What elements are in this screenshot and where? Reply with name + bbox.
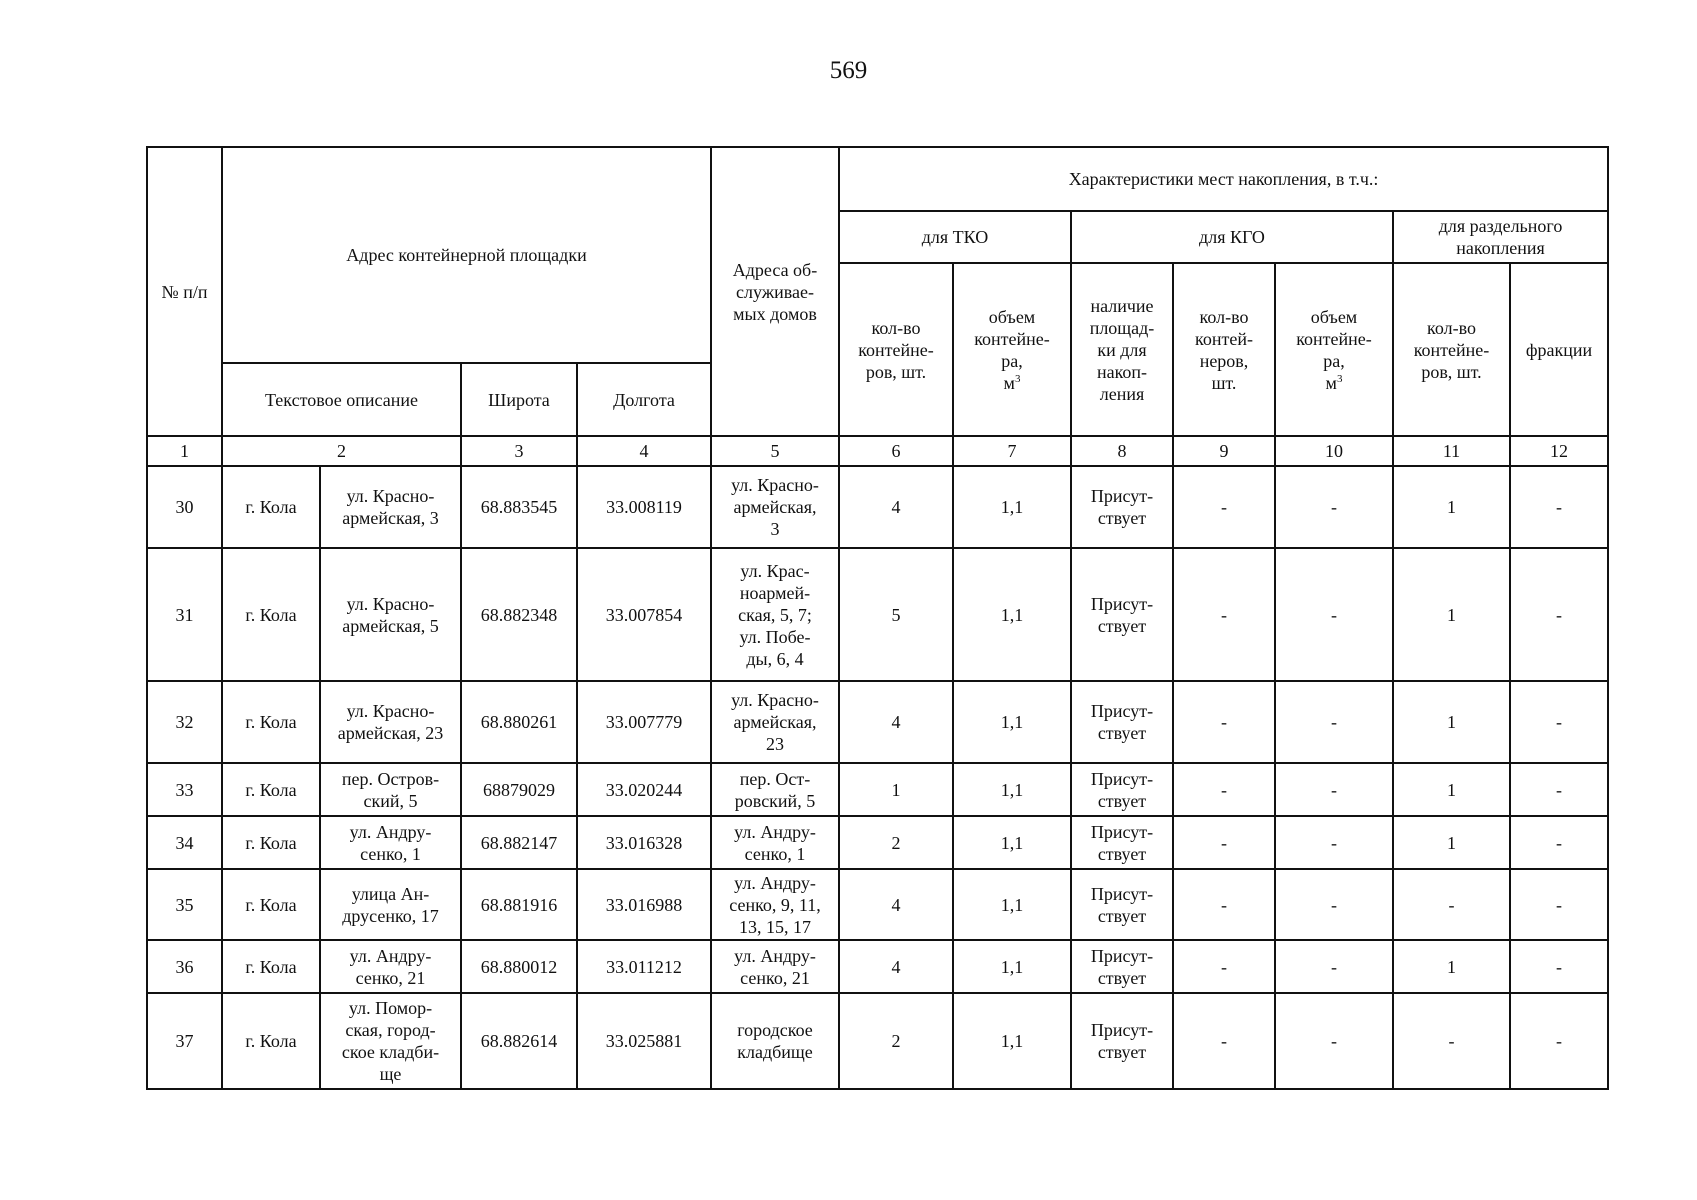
tko-container-count-cell: 5 [839, 548, 953, 681]
tko-container-volume-cell: 1,1 [953, 816, 1071, 869]
kgo-container-volume-cell: - [1275, 681, 1393, 763]
city-cell: г. Кола [222, 869, 320, 940]
city-cell: г. Кола [222, 816, 320, 869]
row-number-cell: 36 [147, 940, 222, 993]
tko-container-count-cell: 4 [839, 869, 953, 940]
row-number-cell: 33 [147, 763, 222, 816]
served-houses-cell: ул. Андру- сенко, 1 [711, 816, 839, 869]
kgo-container-count-cell: - [1173, 548, 1275, 681]
latitude-cell: 68.882614 [461, 993, 577, 1089]
header-tko-volume-text: объем контейне- ра, м [974, 306, 1050, 393]
header-characteristics: Характеристики мест накопления, в т.ч.: [839, 147, 1608, 211]
column-number: 9 [1173, 436, 1275, 466]
latitude-cell: 68.883545 [461, 466, 577, 548]
latitude-cell: 68.882147 [461, 816, 577, 869]
latitude-cell: 68.881916 [461, 869, 577, 940]
separate-fraction-cell: - [1510, 466, 1608, 548]
header-text-desc: Текстовое описание [222, 363, 461, 436]
kgo-container-count-cell: - [1173, 681, 1275, 763]
table-row [147, 466, 1608, 548]
kgo-container-count-cell: - [1173, 940, 1275, 993]
kgo-container-volume-cell: - [1275, 816, 1393, 869]
header-kgo-presence: наличие площад- ки для накоп- ления [1071, 263, 1173, 436]
column-number: 3 [461, 436, 577, 466]
header-separate: для раздельного накопления [1393, 211, 1608, 263]
header-tko-volume [953, 263, 1071, 436]
longitude-cell: 33.025881 [577, 993, 711, 1089]
column-number: 12 [1510, 436, 1608, 466]
header-lon: Долгота [577, 363, 711, 436]
tko-container-volume-cell: 1,1 [953, 466, 1071, 548]
header-kgo-volume-text: объем контейне- ра, м [1296, 306, 1372, 393]
longitude-cell: 33.016328 [577, 816, 711, 869]
header-kgo-volume [1275, 263, 1393, 436]
column-number: 4 [577, 436, 711, 466]
table-row [147, 763, 1608, 816]
tko-container-volume-cell: 1,1 [953, 940, 1071, 993]
latitude-cell: 68.880261 [461, 681, 577, 763]
column-number: 5 [711, 436, 839, 466]
container-sites-table [146, 146, 1609, 1090]
separate-container-count-cell: 1 [1393, 548, 1510, 681]
table-row [147, 940, 1608, 993]
text-description-cell: ул. Красно- армейская, 23 [320, 681, 461, 763]
kgo-container-volume-cell: - [1275, 548, 1393, 681]
text-description-cell: улица Ан- друсенко, 17 [320, 869, 461, 940]
row-number-cell: 32 [147, 681, 222, 763]
tko-container-count-cell: 2 [839, 816, 953, 869]
city-cell: г. Кола [222, 763, 320, 816]
separate-container-count-cell: 1 [1393, 763, 1510, 816]
kgo-site-presence-cell: Присут- ствует [1071, 993, 1173, 1089]
row-number-cell: 35 [147, 869, 222, 940]
header-num: № п/п [147, 147, 222, 436]
tko-container-count-cell: 1 [839, 763, 953, 816]
text-description-cell: ул. Красно- армейская, 5 [320, 548, 461, 681]
tko-container-volume-cell: 1,1 [953, 548, 1071, 681]
served-houses-cell: ул. Крас- ноармей- ская, 5, 7; ул. Побе- ды, 6, 4 [711, 548, 839, 681]
header-address: Адрес контейнерной площадки [222, 147, 711, 363]
served-houses-cell: ул. Андру- сенко, 21 [711, 940, 839, 993]
column-numbers-row [147, 436, 1608, 466]
kgo-site-presence-cell: Присут- ствует [1071, 940, 1173, 993]
row-number-cell: 37 [147, 993, 222, 1089]
header-kgo-count: кол-во контей- неров, шт. [1173, 263, 1275, 436]
longitude-cell: 33.007854 [577, 548, 711, 681]
longitude-cell: 33.011212 [577, 940, 711, 993]
tko-container-volume-cell: 1,1 [953, 869, 1071, 940]
tko-container-volume-cell: 1,1 [953, 993, 1071, 1089]
cube-superscript: 3 [1336, 372, 1343, 385]
tko-container-count-cell: 4 [839, 940, 953, 993]
column-number: 6 [839, 436, 953, 466]
header-sep-count: кол-во контейне- ров, шт. [1393, 263, 1510, 436]
row-number-cell: 31 [147, 548, 222, 681]
separate-container-count-cell: 1 [1393, 816, 1510, 869]
separate-fraction-cell: - [1510, 681, 1608, 763]
row-number-cell: 30 [147, 466, 222, 548]
header-served-houses: Адреса об- служивае- мых домов [711, 147, 839, 436]
column-number: 7 [953, 436, 1071, 466]
kgo-site-presence-cell: Присут- ствует [1071, 681, 1173, 763]
header-lat: Широта [461, 363, 577, 436]
served-houses-cell: ул. Красно- армейская, 23 [711, 681, 839, 763]
tko-container-count-cell: 4 [839, 681, 953, 763]
cube-superscript: 3 [1014, 372, 1021, 385]
separate-fraction-cell: - [1510, 548, 1608, 681]
column-number: 2 [222, 436, 461, 466]
page-number: 569 [829, 57, 868, 84]
table-body [147, 466, 1608, 1089]
separate-fraction-cell: - [1510, 869, 1608, 940]
column-number: 11 [1393, 436, 1510, 466]
city-cell: г. Кола [222, 466, 320, 548]
header-sep-fraction: фракции [1510, 263, 1608, 436]
kgo-container-volume-cell: - [1275, 763, 1393, 816]
separate-fraction-cell: - [1510, 940, 1608, 993]
separate-fraction-cell: - [1510, 816, 1608, 869]
served-houses-cell: городское кладбище [711, 993, 839, 1089]
separate-fraction-cell: - [1510, 763, 1608, 816]
city-cell: г. Кола [222, 681, 320, 763]
city-cell: г. Кола [222, 548, 320, 681]
column-number: 10 [1275, 436, 1393, 466]
separate-container-count-cell: 1 [1393, 466, 1510, 548]
tko-container-volume-cell: 1,1 [953, 763, 1071, 816]
latitude-cell: 68.882348 [461, 548, 577, 681]
separate-container-count-cell: 1 [1393, 681, 1510, 763]
kgo-container-count-cell: - [1173, 466, 1275, 548]
latitude-cell: 68879029 [461, 763, 577, 816]
served-houses-cell: пер. Ост- ровский, 5 [711, 763, 839, 816]
table-row [147, 681, 1608, 763]
table-row [147, 548, 1608, 681]
served-houses-cell: ул. Андру- сенко, 9, 11, 13, 15, 17 [711, 869, 839, 940]
tko-container-count-cell: 4 [839, 466, 953, 548]
city-cell: г. Кола [222, 940, 320, 993]
text-description-cell: пер. Остров- ский, 5 [320, 763, 461, 816]
longitude-cell: 33.016988 [577, 869, 711, 940]
separate-container-count-cell: - [1393, 993, 1510, 1089]
kgo-site-presence-cell: Присут- ствует [1071, 466, 1173, 548]
table-row [147, 869, 1608, 940]
column-number: 8 [1071, 436, 1173, 466]
header-tko-count: кол-во контейне- ров, шт. [839, 263, 953, 436]
kgo-container-volume-cell: - [1275, 466, 1393, 548]
kgo-container-count-cell: - [1173, 816, 1275, 869]
kgo-container-count-cell: - [1173, 993, 1275, 1089]
longitude-cell: 33.020244 [577, 763, 711, 816]
longitude-cell: 33.008119 [577, 466, 711, 548]
table-row [147, 993, 1608, 1089]
latitude-cell: 68.880012 [461, 940, 577, 993]
separate-container-count-cell: - [1393, 869, 1510, 940]
separate-fraction-cell: - [1510, 993, 1608, 1089]
tko-container-count-cell: 2 [839, 993, 953, 1089]
kgo-container-count-cell: - [1173, 763, 1275, 816]
text-description-cell: ул. Помор- ская, город- ское кладби- ще [320, 993, 461, 1089]
separate-container-count-cell: 1 [1393, 940, 1510, 993]
kgo-container-volume-cell: - [1275, 993, 1393, 1089]
row-number-cell: 34 [147, 816, 222, 869]
table-header [147, 147, 1608, 466]
kgo-container-volume-cell: - [1275, 940, 1393, 993]
served-houses-cell: ул. Красно- армейская, 3 [711, 466, 839, 548]
table-row [147, 816, 1608, 869]
text-description-cell: ул. Красно- армейская, 3 [320, 466, 461, 548]
tko-container-volume-cell: 1,1 [953, 681, 1071, 763]
column-number: 1 [147, 436, 222, 466]
header-tko: для ТКО [839, 211, 1071, 263]
header-kgo: для КГО [1071, 211, 1393, 263]
kgo-site-presence-cell: Присут- ствует [1071, 816, 1173, 869]
kgo-site-presence-cell: Присут- ствует [1071, 548, 1173, 681]
kgo-container-count-cell: - [1173, 869, 1275, 940]
kgo-container-volume-cell: - [1275, 869, 1393, 940]
text-description-cell: ул. Андру- сенко, 21 [320, 940, 461, 993]
longitude-cell: 33.007779 [577, 681, 711, 763]
text-description-cell: ул. Андру- сенко, 1 [320, 816, 461, 869]
kgo-site-presence-cell: Присут- ствует [1071, 869, 1173, 940]
city-cell: г. Кола [222, 993, 320, 1089]
kgo-site-presence-cell: Присут- ствует [1071, 763, 1173, 816]
